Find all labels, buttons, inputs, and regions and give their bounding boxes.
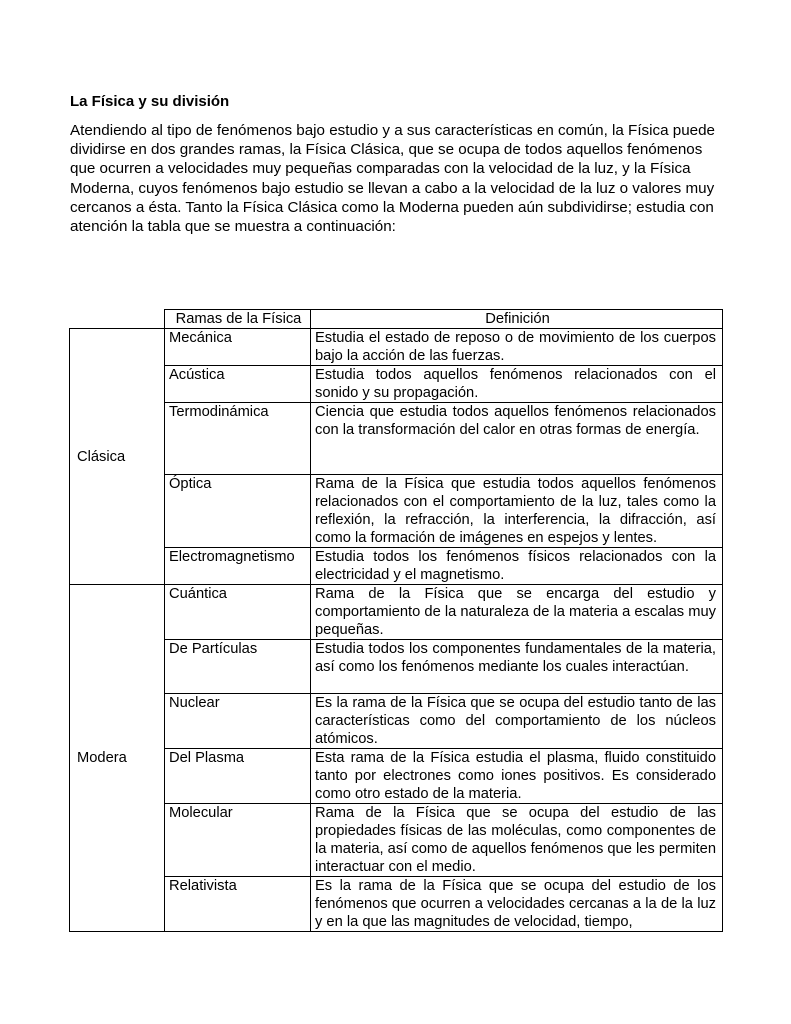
branch-definition: Estudia todos los componentes fundamentales de la materia, así como los fenómenos mediante los cuales interactúan. bbox=[311, 640, 723, 694]
table-header-row bbox=[70, 310, 723, 329]
table-row bbox=[70, 585, 723, 640]
branch-definition: Es la rama de la Física que se ocupa del estudio tanto de las características como del comportamiento de los núcleos atómicos. bbox=[311, 694, 723, 749]
branch-definition: Rama de la Física que se ocupa del estudio de las propiedades físicas de las moléculas, como componentes de la materia, así como de aquellos fenómenos que les permiten interactuar con el medio. bbox=[311, 804, 723, 877]
physics-branches-table bbox=[69, 309, 723, 932]
table-row bbox=[70, 403, 723, 475]
branch-definition: Estudia todos los fenómenos físicos relacionados con la electricidad y el magnetismo. bbox=[311, 548, 723, 585]
branch-definition: Estudia todos aquellos fenómenos relacionados con el sonido y su propagación. bbox=[311, 366, 723, 403]
branch-name: Electromagnetismo bbox=[165, 548, 311, 585]
branch-name: Nuclear bbox=[165, 694, 311, 749]
table-row bbox=[70, 804, 723, 877]
header-branches: Ramas de la Física bbox=[165, 310, 311, 329]
table-row bbox=[70, 640, 723, 694]
branch-name: Acústica bbox=[165, 366, 311, 403]
table-row bbox=[70, 366, 723, 403]
table-row bbox=[70, 329, 723, 366]
group-label-clasica: Clásica bbox=[70, 329, 165, 585]
branch-definition: Estudia el estado de reposo o de movimiento de los cuerpos bajo la acción de las fuerzas. bbox=[311, 329, 723, 366]
branch-definition: Ciencia que estudia todos aquellos fenómenos relacionados con la transformación del calor en otras formas de energía. bbox=[311, 403, 723, 475]
branch-definition: Rama de la Física que se encarga del estudio y comportamiento de la naturaleza de la materia a escalas muy pequeñas. bbox=[311, 585, 723, 640]
branch-definition: Rama de la Física que estudia todos aquellos fenómenos relacionados con el comportamiento de la luz, tales como la reflexión, la refracción, la interferencia, la difracción, así como la formación de imágenes en espejos y lentes. bbox=[311, 475, 723, 548]
table-row bbox=[70, 749, 723, 804]
branch-name: Óptica bbox=[165, 475, 311, 548]
group-label-moderna: Modera bbox=[70, 585, 165, 932]
branch-definition: Es la rama de la Física que se ocupa del estudio de los fenómenos que ocurren a velocidades cercanas a la de la luz y en la que las magnitudes de velocidad, tiempo, bbox=[311, 877, 723, 932]
branch-name: Relativista bbox=[165, 877, 311, 932]
table-row bbox=[70, 548, 723, 585]
branch-definition: Esta rama de la Física estudia el plasma, fluido constituido tanto por electrones como iones positivos. Es considerado como otro estado de la materia. bbox=[311, 749, 723, 804]
table-row bbox=[70, 475, 723, 548]
table-row bbox=[70, 877, 723, 932]
section-title: La Física y su división bbox=[70, 93, 230, 110]
branch-name: Mecánica bbox=[165, 329, 311, 366]
branch-name: Del Plasma bbox=[165, 749, 311, 804]
branch-name: Molecular bbox=[165, 804, 311, 877]
header-definition: Definición bbox=[311, 310, 723, 329]
branch-name: De Partículas bbox=[165, 640, 311, 694]
table-row bbox=[70, 694, 723, 749]
intro-paragraph: Atendiendo al tipo de fenómenos bajo estudio y a sus características en común, la Física puede dividirse en dos grandes ramas, la Física Clásica, que se ocupa de todos aquellos fenómenos que ocurren a velocidades muy pequeñas comparadas con la velocidad de la luz, y la Física Moderna, cuyos fenómenos bajo estudio se llevan a cabo a la velocidad de la luz o valores muy cercanos a ésta. Tanto la Física Clásica como la Moderna pueden aún subdividirse; estudia con atención la tabla que se muestra a continuación: bbox=[70, 122, 716, 236]
branch-name: Termodinámica bbox=[165, 403, 311, 475]
branch-name: Cuántica bbox=[165, 585, 311, 640]
header-empty-cell bbox=[70, 310, 165, 329]
